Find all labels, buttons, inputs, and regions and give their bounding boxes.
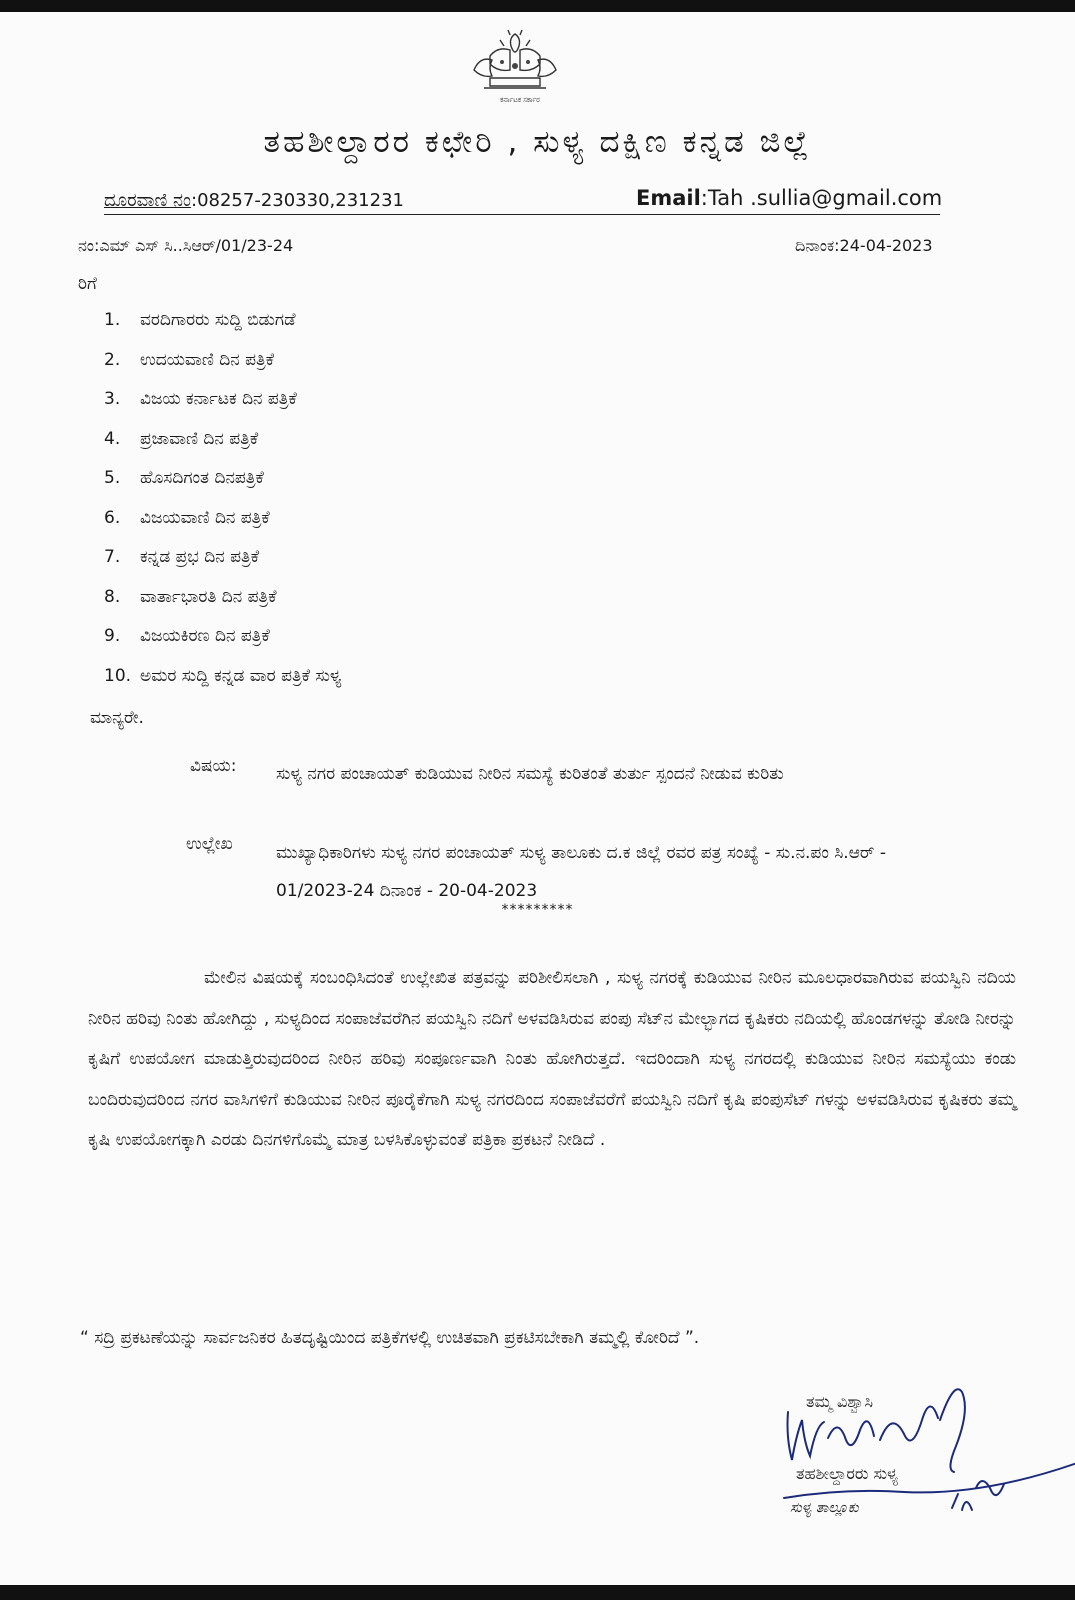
handwritten-signature [780, 1380, 1075, 1540]
list-item-number: 5. [104, 468, 121, 488]
list-item-number: 8. [104, 586, 121, 607]
list-item-number: 7. [104, 547, 121, 567]
list-item [104, 587, 341, 627]
list-item-number: 1. [104, 310, 121, 330]
list-item [104, 310, 341, 350]
request-line: “ ಸದ್ರಿ ಪ್ರಕಟಣೆಯನ್ನು ಸಾರ್ವಜನಿಕರ ಹಿತದೃಷ್ಟಿಯಿಂದ ಪತ್ರಿಕೆಗಳಲ್ಲಿ ಉಚಿತವಾಗಿ ಪ್ರಕಟಿಸಬೇಕಾಗಿ ತಮ್ಮಲ್ಲಿ ಕೋರಿದೆ ”. [80, 1328, 700, 1348]
subject-text: ಸುಳ್ಯ ನಗರ ಪಂಚಾಯತ್ ಕುಡಿಯುವ ನೀರಿನ ಸಮಸ್ಯೆ ಕುರಿತಂತೆ ತುರ್ತು ಸ್ಪಂದನೆ ನೀಡುವ ಕುರಿತು [276, 764, 784, 784]
phone-line [104, 190, 404, 211]
list-item-name: ಉದಯವಾಣಿ ದಿನ ಪತ್ರಿಕೆ [140, 349, 275, 370]
email-label: Email [636, 186, 701, 210]
letter-body: ಮೇಲಿನ ವಿಷಯಕ್ಕೆ ಸಂಬಂಧಿಸಿದಂತೆ ಉಲ್ಲೇಖಿತ ಪತ್ರವನ್ನು ಪರಿಶೀಲಿಸಲಾಗಿ , ಸುಳ್ಯ ನಗರಕ್ಕೆ ಕುಡಿಯುವ ನೀರಿನ ಮೂಲಧಾರವಾಗಿರುವ ಪಯಸ್ವಿನಿ ನದಿಯ ನೀರಿನ ಹರಿವು ನಿಂತು ಹೋಗಿದ್ದು , ಸುಳ್ಯದಿಂದ ಸಂಪಾಜೆವರೆಗಿನ ಪಯಸ್ವಿನಿ ನದಿಗೆ ಅಳವಡಿಸಿರುವ ಪಂಪು ಸೆಟ್‌ನ ಮೇಲ್ಭಾಗದ ಕೃಷಿಕರು ನದಿಯಲ್ಲಿ ಹೊಂಡಗಳನ್ನು ತೋಡಿ ನೀರನ್ನು ಕೃಷಿಗೆ ಉಪಯೋಗ ಮಾಡುತ್ತಿರುವುದರಿಂದ ನೀರಿನ ಹರಿವು ಸಂಪೂರ್ಣವಾಗಿ ನಿಂತು ಹೋಗಿರುತ್ತದೆ. ಇದರಿಂದಾಗಿ ಸುಳ್ಯ ನಗರದಲ್ಲಿ ಕುಡಿಯುವ ನೀರಿನ ಸಮಸ್ಯೆಯು ಕಂಡು ಬಂದಿರುವುದರಿಂದ ನಗರ ವಾಸಿಗಳಿಗೆ ಕುಡಿಯುವ ನೀರಿನ ಪೂರೈಕೆಗಾಗಿ ಸುಳ್ಯ ನಗರದಿಂದ ಸಂಪಾಜೆವರೆಗೆ ಪಯಸ್ವಿನಿ ನದಿಗೆ ಕೃಷಿ ಪಂಪುಸೆಟ್ ಗಳನ್ನು ಅಳವಡಿಸಿರುವ ಕೃಷಿಕರು ತಮ್ಮ ಕೃಷಿ ಉಪಯೋಗಕ್ಕಾಗಿ ಎರಡು ದಿನಗಳಿಗೊಮ್ಮೆ ಮಾತ್ರ ಬಳಸಿಕೊಳ್ಳುವಂತೆ ಪತ್ರಿಕಾ ಪ್ರಕಟನೆ ನೀಡಿದೆ . [88, 968, 1016, 1150]
list-item-name: ಪ್ರಜಾವಾಣಿ ದಿನ ಪತ್ರಿಕೆ [140, 428, 259, 449]
state-emblem-icon [460, 26, 570, 106]
list-item-name: ಹೊಸದಿಗಂತ ದಿನಪತ್ರಿಕೆ [140, 468, 264, 488]
section-separator: ********* [501, 902, 574, 918]
letter-date: ದಿನಾಂಕ:24-04-2023 [795, 236, 933, 255]
recipient-list [104, 310, 341, 705]
office-title: ತಹಶೀಲ್ದಾರರ ಕಛೇರಿ , ಸುಳ್ಯ ದಕ್ಷಿಣ ಕನ್ನಡ ಜಿಲ್ಲೆ [263, 124, 812, 160]
list-item-number: 3. [104, 389, 121, 409]
list-item-name: ವಿಜಯಕಿರಣ ದಿನ ಪತ್ರಿಕೆ [140, 626, 270, 646]
list-item-name: ವಿಜಯವಾಣಿ ದಿನ ಪತ್ರಿಕೆ [140, 507, 270, 528]
header-divider [104, 214, 940, 215]
list-item-number: 2. [104, 349, 121, 370]
list-item [104, 547, 341, 587]
reference-label: ಉಲ್ಲೇಖ [186, 834, 233, 854]
list-item [104, 350, 341, 390]
list-item [104, 626, 341, 666]
email-line [636, 186, 942, 210]
list-item-name: ವಿಜಯ ಕರ್ನಾಟಕ ದಿನ ಪತ್ರಿಕೆ [140, 389, 297, 409]
reference-number: ನಂ:ಎಮ್ ಎಸ್ ಸಿ..ಸಿಆರ್/01/23-24 [78, 236, 294, 255]
email-address: :Tah .sullia@gmail.com [700, 186, 943, 210]
list-item-name: ವಾರ್ತಾಭಾರತಿ ದಿನ ಪತ್ರಿಕೆ [140, 586, 277, 607]
list-item [104, 468, 341, 508]
salutation: ಮಾನ್ಯರೇ. [90, 708, 144, 728]
emblem-caption: ಕರ್ನಾಟಕ ಸರ್ಕಾರ [500, 96, 540, 104]
list-item-name: ವರದಿಗಾರರು ಸುದ್ದಿ ಬಿಡುಗಡೆ [140, 310, 296, 330]
list-item-number: 10. [104, 665, 132, 686]
signatory-title: ತಹಶೀಲ್ದಾರರು ಸುಳ್ಯ [796, 1464, 898, 1483]
list-item-number: 4. [104, 428, 121, 449]
letter-page [0, 12, 1075, 1585]
list-item [104, 389, 341, 429]
list-item [104, 429, 341, 469]
list-item [104, 666, 341, 706]
phone-number: :08257-230330,231231 [191, 190, 404, 211]
list-item-number: 9. [104, 626, 121, 646]
list-item-name: ಕನ್ನಡ ಪ್ರಭ ದಿನ ಪತ್ರಿಕೆ [140, 547, 260, 567]
signatory-place: ಸುಳ್ಯ ತಾಲ್ಲೂಕು [790, 1500, 859, 1516]
list-item-number: 6. [104, 507, 121, 528]
list-item [104, 508, 341, 548]
reference-text: ಮುಖ್ಯಾಧಿಕಾರಿಗಳು ಸುಳ್ಯ ನಗರ ಪಂಚಾಯತ್ ಸುಳ್ಯ ತಾಲೂಕು ದ.ಕ ಜಿಲ್ಲೆ ರವರ ಪತ್ರ ಸಂಖ್ಯೆ - ಸು.ನ.ಪಂ ಸಿ.ಆರ್ - 01/2023-24 ದಿನಾಂಕ - 20-04-2023 [276, 843, 886, 901]
subject-label: ವಿಷಯ: [190, 756, 237, 776]
list-item-name: ಅಮರ ಸುದ್ದಿ ಕನ್ನಡ ವಾರ ಪತ್ರಿಕೆ ಸುಳ್ಯ [140, 665, 342, 686]
closing-line: ತಮ್ಮ ವಿಶ್ವಾಸಿ [806, 1392, 874, 1411]
phone-label: ದೂರವಾಣಿ ನಂ [104, 190, 191, 211]
addressee-heading: ರಿಗೆ [78, 274, 97, 294]
